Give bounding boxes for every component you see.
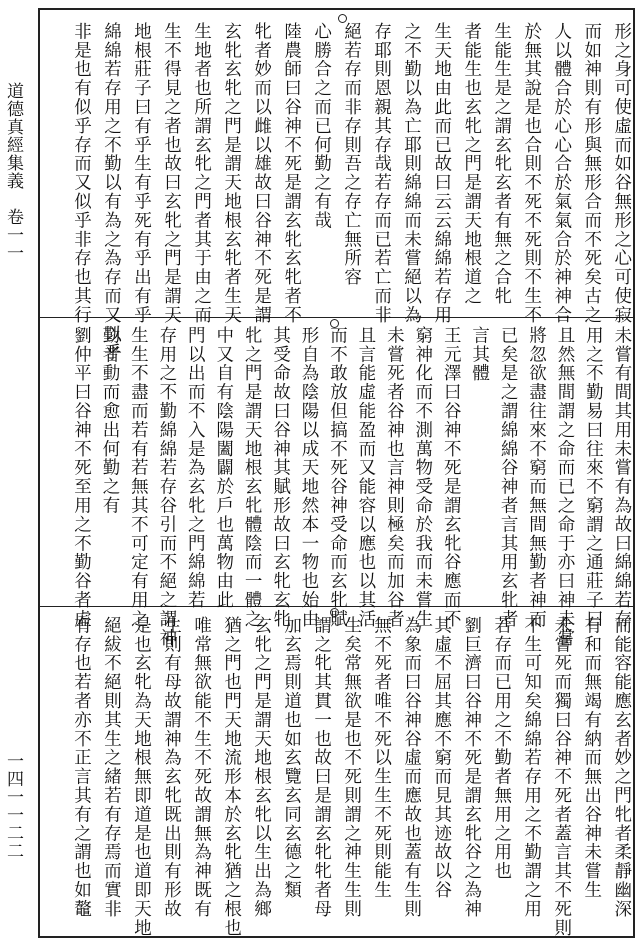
text-column: 陸農師曰谷神不死是謂玄牝玄牝者不 [281, 22, 302, 325]
text-column: 有存也若者亦不正言其有之謂也如鼇 [71, 616, 92, 919]
text-column: 非是也有似乎存而又似乎非存也其行 [71, 22, 92, 325]
text-column: 地根莊子曰有乎生有乎死有乎出有乎 [131, 22, 152, 325]
text-column: 綿綿若存用之不勤以有為之為存而又以乎 [101, 22, 122, 363]
margin-book-title: 道德真經集義 卷一一 [3, 82, 23, 262]
text-column: 存用之不勤綿綿若存谷引而不絕之謂神 [156, 326, 177, 648]
text-column: 無不死者唯不死以生生不死則能生 [371, 616, 392, 900]
text-column: 王元澤曰谷神不死是謂玄牝谷應而不 [441, 326, 462, 629]
text-column: 勤者動而愈出何勤之有 [99, 326, 120, 515]
text-column: 謂之牝其貫一也故曰是謂玄牝牝者母 [311, 616, 332, 919]
text-column: 牝之門是謂天地根玄牝體陰而一體之 [242, 326, 263, 629]
section-divider [40, 317, 633, 318]
text-column: 而如神則有形與無形合而不死矣古之 [581, 22, 602, 325]
text-column: 已矣是之謂綿綿谷神者言其用玄牝者 [498, 326, 519, 629]
text-column: 者能生也玄牝之門是謂天地根道之 [461, 22, 482, 306]
text-column: 將忽欲盡往來不窮而無間無勤者神而 [526, 326, 547, 629]
text-column: 唯常無欲能不生不死故謂無為神既有 [191, 616, 212, 919]
text-column: 未嘗有間其用未嘗有為故曰綿綿若存 [611, 326, 632, 629]
text-column: 生矣常無欲是也不死則謂之神生生則 [341, 616, 362, 919]
text-column: 有和而無竭有納而無出谷神未嘗生 [581, 616, 602, 900]
text-column: 生地者也所謂玄牝之門者其于由之而 [191, 22, 212, 325]
text-column: 生生不盡而若有若無其不可定有用之 [128, 326, 149, 629]
text-column: 生則有母故謂神為玄牝既出則有形故 [161, 616, 182, 919]
text-column: 未嘗死而獨曰谷神不死者蓋言其不死則 [551, 616, 572, 938]
text-panel-middle [71, 326, 632, 648]
text-column: 其虛不屈其應不窮而見其迹故以谷 [431, 616, 452, 900]
text-column: 且然無間謂之命而已之命于亦曰神未嘗 [554, 326, 575, 648]
text-column: 中又自有陰陽闔闢於戶也萬物由此 [213, 326, 234, 610]
margin-page-number: 一四一一二二 [3, 752, 23, 860]
text-column: 牝者妙而以雌以雄故曰谷神不死是謂 [251, 22, 272, 325]
text-column: 是也玄牝為天地根無即道是也道即天地 [131, 616, 152, 938]
text-column: 且言能虛能盈而又能容以應也以其活 [355, 326, 376, 629]
text-column: 生能生是之謂玄牝玄者有無之合牝 [491, 22, 512, 306]
text-column: 窮神化而不測萬物受命於我而未嘗生 [412, 326, 433, 629]
text-column: 形自為陰陽以成天地然本一物也始由 [299, 326, 319, 629]
text-column: 絕若存而非存則吾之存亡無所容 [341, 22, 362, 287]
text-column: 生不得見之者也故曰玄牝之門是謂天 [161, 22, 182, 325]
text-column: 玄牝之門是謂天地根玄牝以生出為鄉 [251, 616, 272, 919]
text-column: 劉巨濟曰谷神不死是謂玄牝谷之為神 [461, 616, 482, 919]
text-column: 不生可知矣綿綿若存用之不勤謂之用 [521, 616, 542, 919]
text-column: 為象而曰谷神谷虛而應故也蓋有生則 [401, 616, 422, 919]
text-column: 之不勤以為亡耶則綿綿而未嘗絕以為 [401, 22, 422, 325]
text-column: 絕紱不絕則其生之緒若有存焉而實非 [101, 616, 122, 919]
text-column: 於無其說是也合則不死不死則不生不 [521, 22, 542, 325]
text-column: 形之身可使虛而如谷無形之心可使寂 [611, 22, 632, 325]
text-column: 存耶則恩親其存哉若存而已若亡而非 [371, 22, 392, 325]
text-column: 未嘗死者谷神也言神則極矣而加谷者 [384, 326, 405, 629]
text-column: 而能容能應玄者妙之門牝者柔靜幽深 [611, 616, 632, 919]
text-column: 心勝合之而已何勤之有哉 [311, 22, 332, 230]
text-column: 生天地由此而已故曰云云綿綿若存用 [431, 22, 452, 325]
text-column: 門以出而不入是為玄牝之門綿綿若 [185, 326, 206, 610]
text-column: 用之不勤易曰往來不窮謂之通莊子曰 [583, 326, 604, 629]
text-column: 其受命故曰谷神其賦形故曰玄牝玄牝 [270, 326, 291, 629]
text-panel-bottom [71, 616, 632, 938]
text-column: 若存而已用之不勤者無用之用也 [491, 616, 512, 881]
text-column: 玄牝玄牝之門是謂天地根玄牝者生天 [221, 22, 242, 325]
text-column: 而不敢放但搞不死谷神受命而玄牝賦 [327, 326, 348, 629]
text-column: 言其體 [469, 326, 490, 383]
text-column: 猶之門也門天地流形本於玄牝猶之根也 [221, 616, 242, 938]
text-column: 人以體合於心心合於氣氣合於神神合 [551, 22, 572, 325]
text-column: 加玄焉則道也如玄覽玄同玄德之類 [281, 616, 302, 900]
text-column: 劉仲平曰谷神不死至用之不勤谷者虛 [71, 326, 92, 629]
